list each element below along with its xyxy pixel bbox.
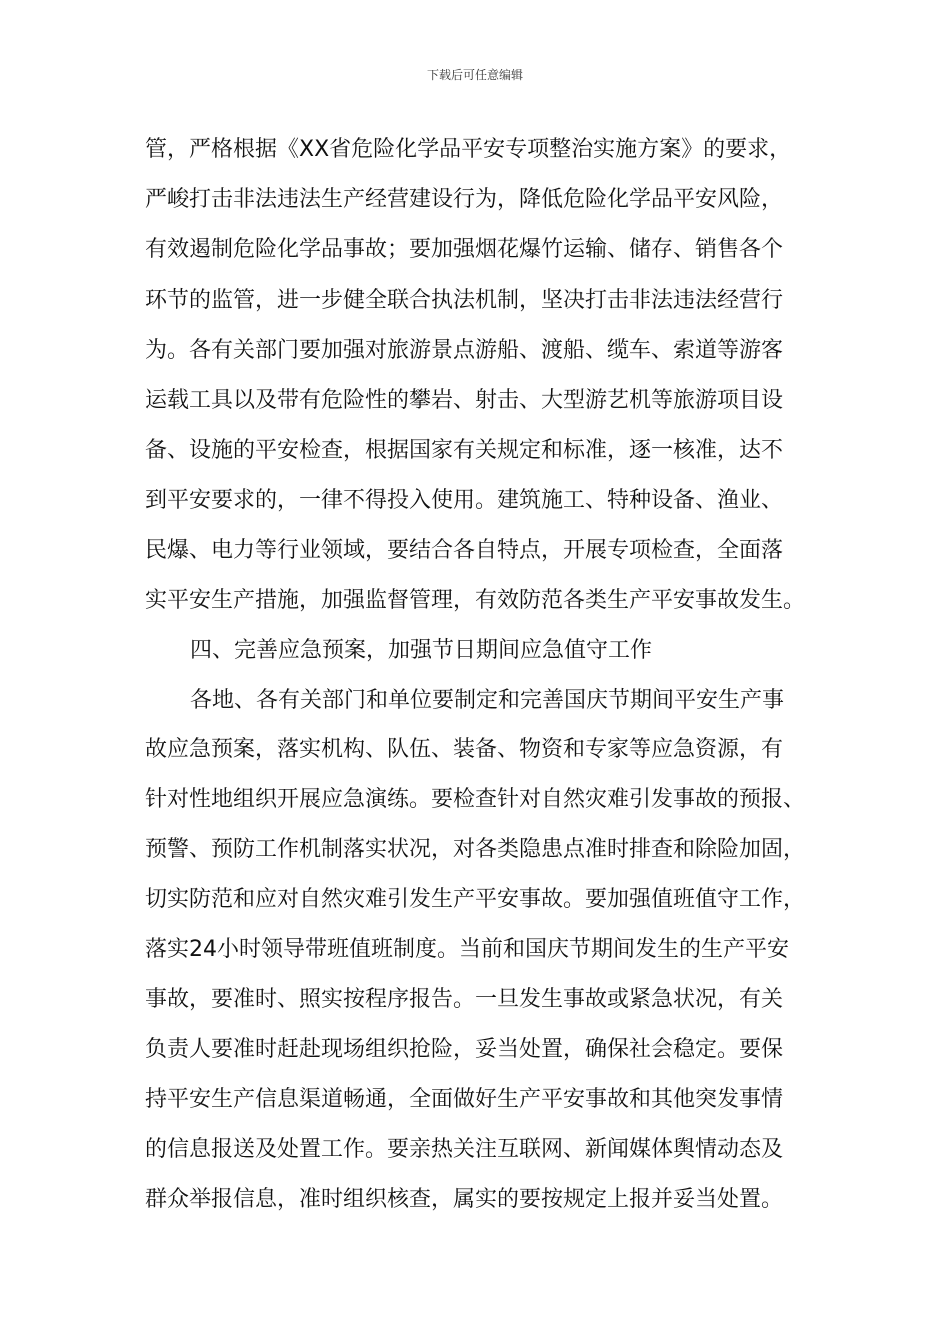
body-line: 事故，要准时、照实按程序报告。一旦发生事故或紧急状况，有关 [145,987,784,1012]
body-line: 落实24小时领导带班值班制度。当前和国庆节期间发生的生产平安 [145,937,789,962]
body-line: 切实防范和应对自然灾难引发生产平安事故。要加强值班值守工作， [145,887,806,912]
body-line: 运载工具以及带有危险性的攀岩、射击、大型游艺机等旅游项目设 [145,388,784,413]
section-heading: 四、完善应急预案，加强节日期间应急值守工作 [190,638,653,663]
body-line: 为。各有关部门要加强对旅游景点游船、渡船、缆车、索道等游客 [145,338,784,363]
body-line: 预警、预防工作机制落实状况，对各类隐患点准时排查和除险加固， [145,837,806,862]
body-line: 的信息报送及处置工作。要亲热关注互联网、新闻媒体舆情动态及 [145,1137,784,1162]
body-line: 民爆、电力等行业领域，要结合各自特点，开展专项检查，全面落 [145,538,784,563]
body-line: 严峻打击非法违法生产经营建设行为，降低危险化学品平安风险， [145,187,784,212]
body-line: 群众举报信息，准时组织核查，属实的要按规定上报并妥当处置。 [145,1187,784,1212]
body-line: 持平安生产信息渠道畅通，全面做好生产平安事故和其他突发事情 [145,1087,784,1112]
body-line: 到平安要求的，一律不得投入使用。建筑施工、特种设备、渔业、 [145,488,784,513]
body-line: 管，严格根据《XX省危险化学品平安专项整治实施方案》的要求， [145,137,792,162]
body-line: 针对性地组织开展应急演练。要检查针对自然灾难引发事故的预报、 [145,787,806,812]
body-line: 负责人要准时赶赴现场组织抢险，妥当处置，确保社会稳定。要保 [145,1037,784,1062]
page-header: 下载后可任意编辑 [426,68,523,82]
body-line: 实平安生产措施，加强监督管理，有效防范各类生产平安事故发生。 [145,588,806,613]
body-line: 备、设施的平安检查，根据国家有关规定和标准，逐一核准，达不 [145,438,784,463]
body-line: 故应急预案，落实机构、队伍、装备、物资和专家等应急资源，有 [145,737,784,762]
body-line: 有效遏制危险化学品事故；要加强烟花爆竹运输、储存、销售各个 [145,237,784,262]
body-line: 环节的监管，进一步健全联合执法机制，坚决打击非法违法经营行 [145,288,784,313]
body-line: 各地、各有关部门和单位要制定和完善国庆节期间平安生产事 [190,688,785,713]
